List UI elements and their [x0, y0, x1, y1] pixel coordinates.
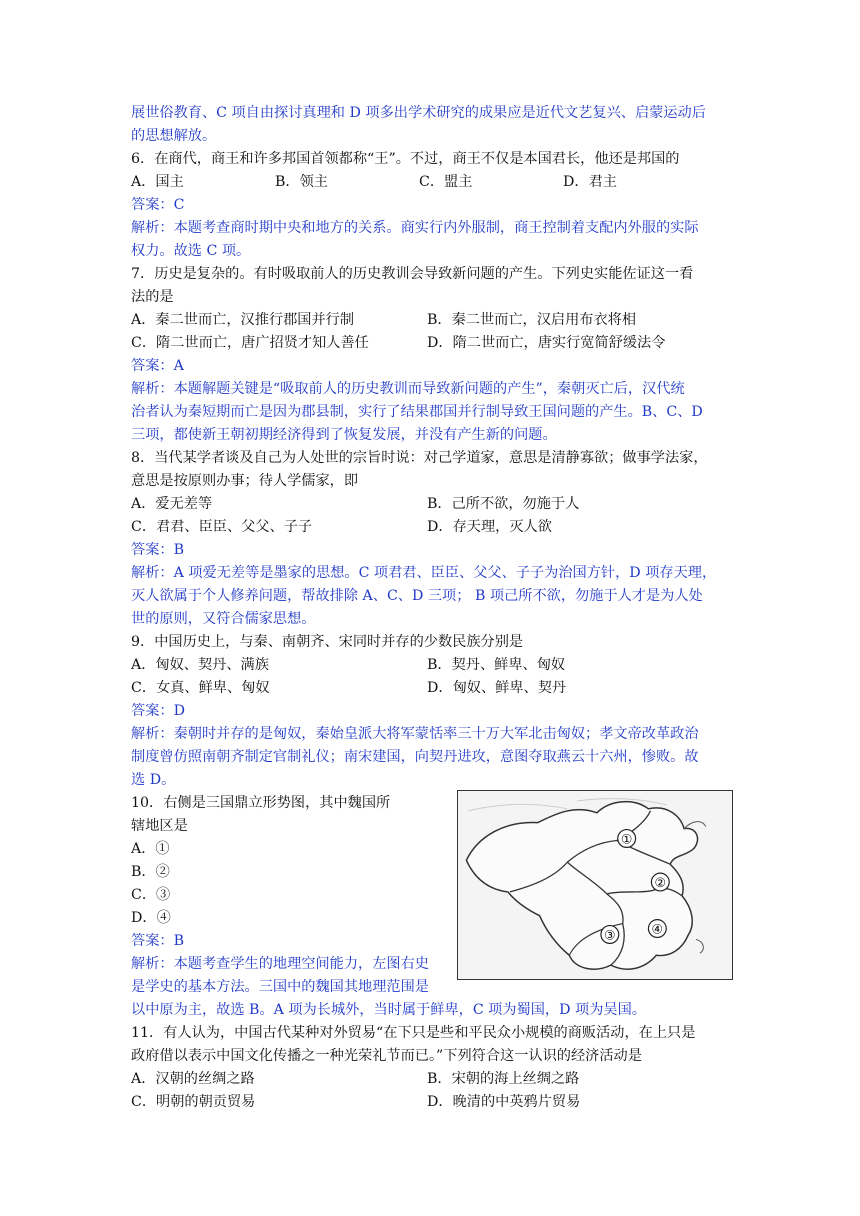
- question-6-explanation: 权力。故选 C 项。: [131, 243, 251, 259]
- option-d: D．④: [131, 910, 171, 926]
- option-b: B．宋朝的海上丝绸之路: [427, 1071, 580, 1087]
- question-7-answer: 答案：A: [131, 358, 184, 374]
- question-9-explanation: 选 D。: [131, 772, 176, 788]
- question-8-explanation: 世的原则，又符合儒家思想。: [131, 611, 316, 627]
- question-7-explanation: 三项，都使新王朝初期经济得到了恢复发展，并没有产生新的问题。: [131, 427, 557, 443]
- option-b: B．秦二世而亡，汉启用布衣将相: [427, 312, 637, 328]
- map-label-4: ④: [651, 922, 664, 938]
- question-10-answer: 答案：B: [131, 933, 184, 949]
- question-6-stem: 6．在商代，商王和许多邦国首领都称“王”。不过，商王不仅是本国君长，他还是邦国的: [131, 151, 680, 167]
- question-8-answer: 答案：B: [131, 542, 184, 558]
- option-c: C．君君、臣臣、父父、子子: [131, 519, 313, 535]
- question-11-stem: 政府借以表示中国文化传播之一种光荣礼节而已。”下列符合这一认识的经济活动是: [131, 1048, 642, 1064]
- option-d: D．隋二世而亡，唐实行宽简舒缓法令: [427, 335, 666, 351]
- option-a: A．汉朝的丝绸之路: [131, 1071, 255, 1087]
- question-9-explanation: 制度曾仿照南朝齐制定官制礼仪；南宋建国，向契丹进攻，意图夺取燕云十六州，惨败。故: [131, 749, 699, 765]
- question-7-explanation: 治者认为秦短期而亡是因为郡县制，实行了结果郡国并行制导致王国问题的产生。B、C、D: [131, 404, 703, 420]
- option-a: A．国主: [131, 174, 184, 190]
- question-9-options: [131, 654, 736, 677]
- three-kingdoms-map: [457, 790, 733, 980]
- question-8-options: [131, 493, 736, 516]
- option-c: C．隋二世而亡，唐广招贤才知人善任: [131, 335, 369, 351]
- option-a: A．爱无差等: [131, 496, 213, 512]
- question-9-answer: 答案：D: [131, 703, 185, 719]
- option-b: B．②: [131, 864, 170, 880]
- question-6-answer: 答案：C: [131, 197, 185, 213]
- option-b: B．契丹、鲜卑、匈奴: [427, 657, 566, 673]
- question-10-stem: 辖地区是: [131, 818, 188, 834]
- question-7-explanation: 解析：本题解题关键是“吸取前人的历史教训而导致新问题的产生”，秦朝灭亡后，汉代统: [131, 381, 685, 397]
- question-8-stem: 8．当代某学者谈及自己为人处世的宗旨时说：对己学道家，意思是清静寡欲；做事学法家，: [131, 450, 708, 466]
- question-8-stem: 意思是按原则办事；待人学儒家，即: [131, 473, 359, 489]
- option-d: D．存天理，灭人欲: [427, 519, 552, 535]
- option-a: A．匈奴、契丹、满族: [131, 657, 269, 673]
- option-c: C．女真、鲜卑、匈奴: [131, 680, 270, 696]
- question-7-stem: 法的是: [131, 289, 174, 305]
- question-8-explanation: 解析：A 项爱无差等是墨家的思想。C 项君君、臣臣、父父、子子为治国方针，D 项存天理，: [131, 565, 717, 581]
- question-6-explanation: 解析：本题考查商时期中央和地方的关系。商实行内外服制，商王控制着支配内外服的实际: [131, 220, 699, 236]
- question-7-options: [131, 332, 736, 355]
- option-d: D．君主: [563, 174, 617, 190]
- question-10-section: [131, 792, 736, 1022]
- option-d: D．匈奴、鲜卑、契丹: [427, 680, 567, 696]
- question-11-stem: 11．有人认为，中国古代某种对外贸易“在下只是些和平民众小规模的商贩活动，在上只是: [131, 1025, 696, 1041]
- question-9-explanation: 解析：秦朝时并存的是匈奴，秦始皇派大将军蒙恬率三十万大军北击匈奴；孝文帝改革政治: [131, 726, 699, 742]
- question-8-options: [131, 516, 736, 539]
- map-label-2: ②: [654, 875, 667, 891]
- option-c: C．明朝的朝贡贸易: [131, 1094, 256, 1110]
- question-11-options: [131, 1068, 736, 1091]
- map-graphic: [458, 791, 732, 979]
- question-7-options: [131, 309, 736, 332]
- question-10-explanation: 以中原为主，故选 B。A 项为长城外，当时属于鲜卑，C 项为蜀国，D 项为吴国。: [131, 1002, 646, 1018]
- option-d: D．晚清的中英鸦片贸易: [427, 1094, 581, 1110]
- option-b: B．领主: [275, 174, 328, 190]
- question-9-stem: 9．中国历史上，与秦、南朝齐、宋同时并存的少数民族分别是: [131, 634, 524, 650]
- question-10-explanation: 是学史的基本方法。三国中的魏国其地理范围是: [131, 979, 429, 995]
- text-line: 展世俗教育、C 项自由探讨真理和 D 项多出学术研究的成果应是近代文艺复兴、启蒙运动后: [131, 105, 706, 121]
- question-6-options: [131, 171, 736, 194]
- option-a: A．秦二世而亡，汉推行郡国并行制: [131, 312, 355, 328]
- option-a: A．①: [131, 841, 170, 857]
- question-8-explanation: 灭人欲属于个人修养问题，帮故排除 A、C、D 三项； B 项己所不欲，勿施于人才是为人处: [131, 588, 703, 604]
- option-b: B．己所不欲，勿施于人: [427, 496, 580, 512]
- option-c: C．③: [131, 887, 171, 903]
- text-line: 的思想解放。: [131, 128, 217, 144]
- question-7-stem: 7．历史是复杂的。有时吸取前人的历史教训会导致新问题的产生。下列史实能佐证这一看: [131, 266, 694, 282]
- document-content: [131, 102, 736, 1114]
- question-10-stem: 10．右侧是三国鼎立形势图，其中魏国所: [131, 795, 391, 811]
- question-10-explanation: 解析：本题考查学生的地理空间能力，左图右史: [131, 956, 429, 972]
- map-label-3: ③: [604, 928, 616, 944]
- option-c: C．盟主: [419, 174, 473, 190]
- question-11-options: [131, 1091, 736, 1114]
- question-9-options: [131, 677, 736, 700]
- map-label-1: ①: [620, 832, 633, 848]
